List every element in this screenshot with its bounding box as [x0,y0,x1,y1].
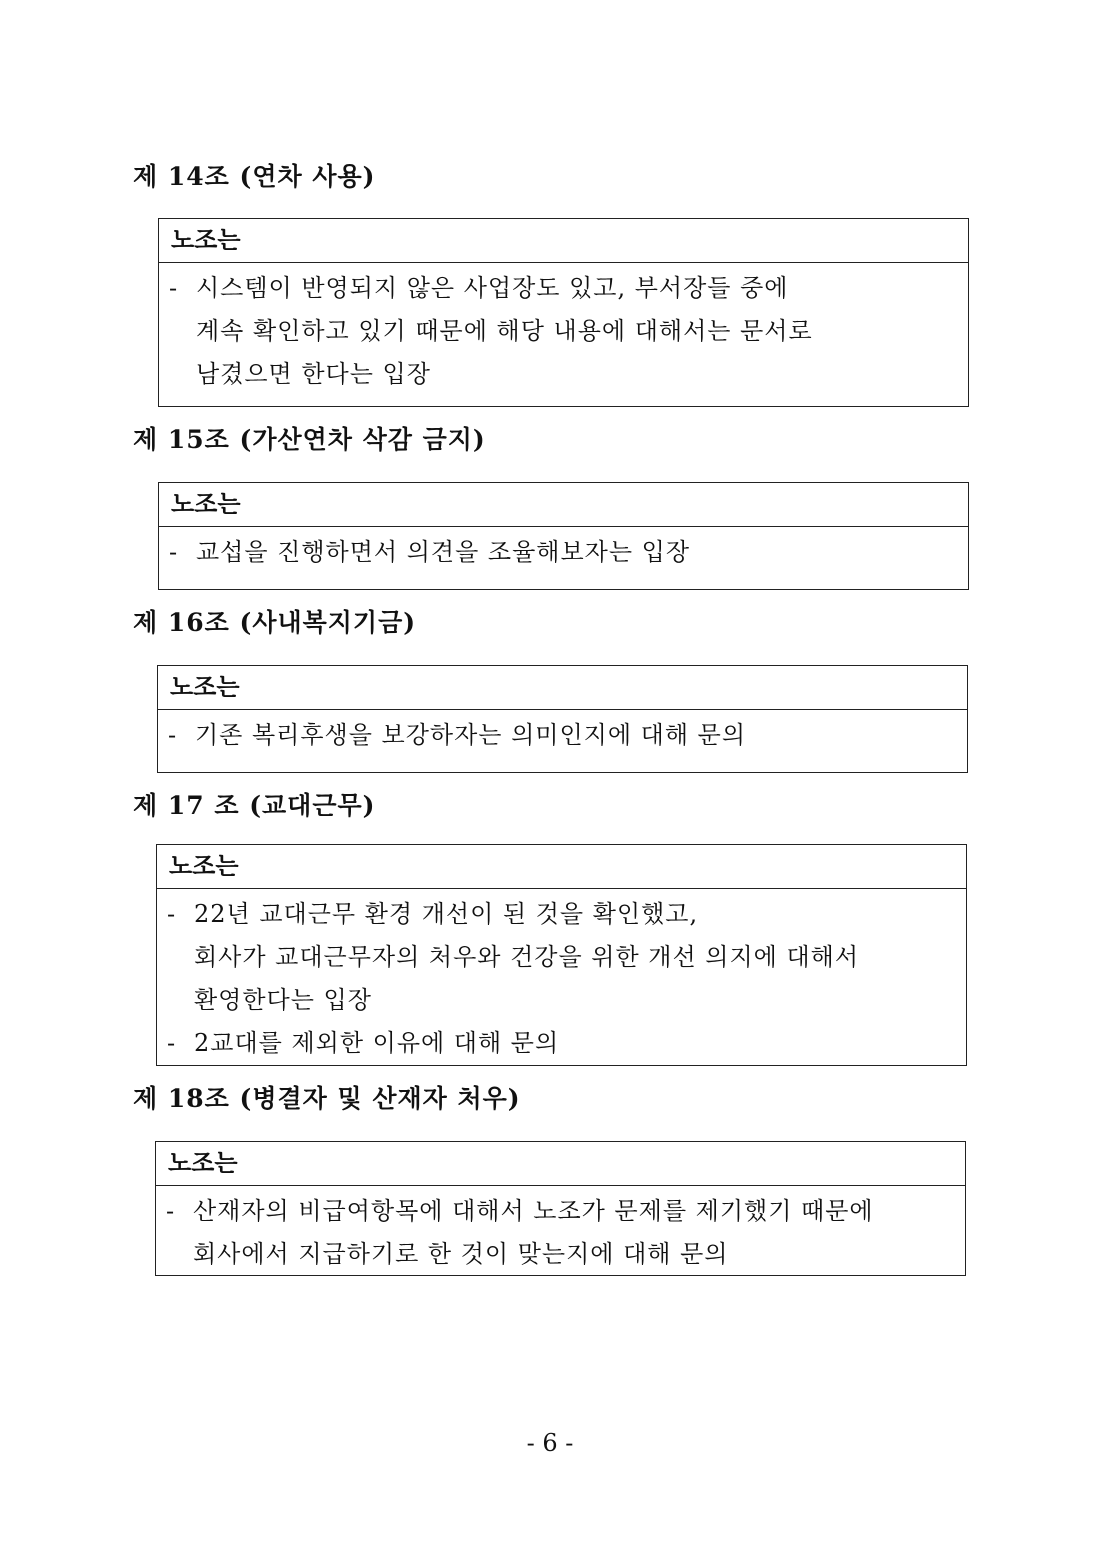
article-16-title: 제 16조 (사내복지기금) [133,608,417,637]
item-line: - 22년 교대근무 환경 개선이 된 것을 확인했고, [194,900,699,928]
list-item [166,1190,955,1276]
article-15-box [158,482,969,590]
article-18-box [155,1141,966,1276]
list-item [167,1022,956,1065]
article-18-header: 노조는 [156,1142,965,1186]
article-15-body [159,527,968,574]
item-line: - 교섭을 진행하면서 의견을 조율해보자는 입장 [196,538,691,566]
item-line: 계속 확인하고 있기 때문에 해당 내용에 대해서는 문서로 [196,317,813,345]
list-item [168,714,957,757]
list-item [169,531,958,574]
article-18-body [156,1186,965,1276]
item-line: 남겼으면 한다는 입장 [196,360,431,388]
item-line: - 기존 복리후생을 보강하자는 의미인지에 대해 문의 [195,721,747,749]
article-17-box [156,844,967,1066]
article-16-header: 노조는 [158,666,967,710]
item-line: 회사에서 지급하기로 한 것이 맞는지에 대해 문의 [193,1240,729,1268]
article-16-box [157,665,968,773]
list-item [169,267,958,396]
article-18-title: 제 18조 (병결자 및 산재자 처우) [133,1084,521,1113]
article-16-body [158,710,967,757]
article-14-header: 노조는 [159,219,968,263]
item-line: 환영한다는 입장 [194,986,372,1014]
item-line: - 산재자의 비급여항목에 대해서 노조가 문제를 제기했기 때문에 [193,1197,874,1225]
article-14-body [159,263,968,396]
item-line: - 2교대를 제외한 이유에 대해 문의 [194,1029,560,1057]
page-number: - 6 - [526,1429,574,1457]
article-14-title: 제 14조 (연차 사용) [133,162,376,191]
article-15-title: 제 15조 (가산연차 삭감 금지) [133,425,486,454]
list-item [167,893,956,1022]
item-line: 회사가 교대근무자의 처우와 건강을 위한 개선 의지에 대해서 [194,943,860,971]
article-17-body [157,889,966,1065]
item-line: - 시스템이 반영되지 않은 사업장도 있고, 부서장들 중에 [196,274,789,302]
article-17-header: 노조는 [157,845,966,889]
article-15-header: 노조는 [159,483,968,527]
article-14-box [158,218,969,407]
article-17-title: 제 17 조 (교대근무) [133,791,376,820]
